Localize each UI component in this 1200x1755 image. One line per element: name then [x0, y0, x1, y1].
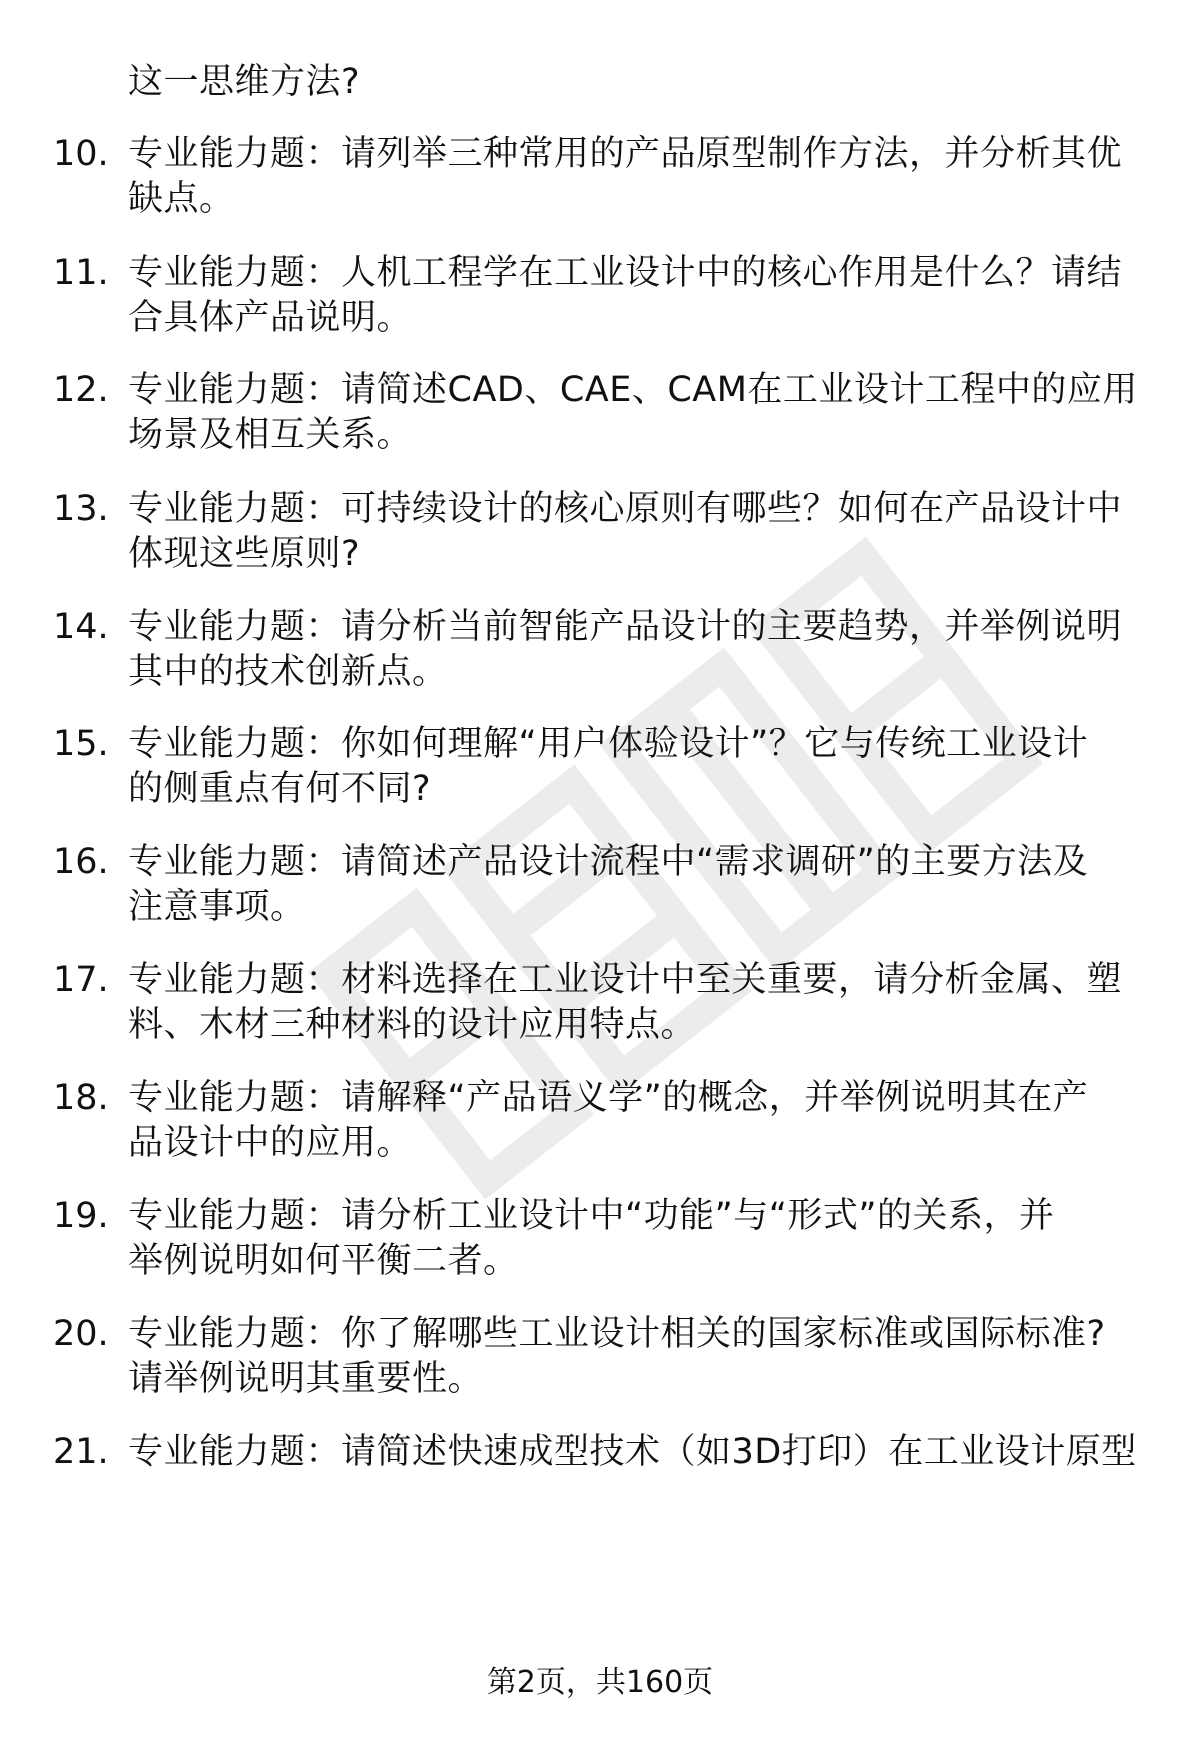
- item-number: 21.: [53, 1432, 109, 1472]
- page-footer: 第2页，共160页: [486, 1665, 714, 1700]
- item-text-line: 专业能力题：你如何理解“用户体验设计”？它与传统工业设计: [128, 724, 1089, 764]
- item-number: 11.: [53, 253, 109, 293]
- item-text-line: 专业能力题：请列举三种常用的产品原型制作方法，并分析其优: [128, 134, 1123, 174]
- item-text-line: 专业能力题：请分析工业设计中“功能”与“形式”的关系，并: [128, 1196, 1055, 1236]
- item-number: 15.: [53, 724, 109, 764]
- item-text-line: 的侧重点有何不同?: [128, 769, 432, 809]
- continuation-text: 这一思维方法?: [128, 62, 361, 102]
- item-text-line: 专业能力题：可持续设计的核心原则有哪些？如何在产品设计中: [128, 489, 1123, 529]
- item-text-line: 专业能力题：请简述CAD、CAE、CAM在工业设计工程中的应用: [128, 370, 1138, 410]
- item-number: 12.: [53, 370, 109, 410]
- item-number: 10.: [53, 134, 109, 174]
- item-text-line: 专业能力题：请分析当前智能产品设计的主要趋势，并举例说明: [128, 607, 1123, 647]
- item-number: 17.: [53, 960, 109, 1000]
- item-number: 16.: [53, 842, 109, 882]
- item-text-line: 注意事项。: [128, 887, 306, 927]
- item-text-line: 其中的技术创新点。: [128, 652, 448, 692]
- item-text-line: 举例说明如何平衡二者。: [128, 1241, 519, 1281]
- item-text-line: 专业能力题：你了解哪些工业设计相关的国家标准或国际标准?: [128, 1314, 1106, 1354]
- item-number: 20.: [53, 1314, 109, 1354]
- item-text-line: 料、木材三种材料的设计应用特点。: [128, 1005, 697, 1045]
- item-number: 14.: [53, 607, 109, 647]
- item-text-line: 品设计中的应用。: [128, 1123, 413, 1163]
- item-text-line: 体现这些原则?: [128, 534, 361, 574]
- item-number: 19.: [53, 1196, 109, 1236]
- item-text-line: 专业能力题：人机工程学在工业设计中的核心作用是什么？请结: [128, 253, 1123, 293]
- item-text-line: 合具体产品说明。: [128, 298, 413, 338]
- item-text-line: 专业能力题：材料选择在工业设计中至关重要，请分析金属、塑: [128, 960, 1123, 1000]
- item-number: 18.: [53, 1078, 109, 1118]
- item-text-line: 专业能力题：请简述产品设计流程中“需求调研”的主要方法及: [128, 842, 1089, 882]
- item-text-line: 场景及相互关系。: [128, 415, 413, 455]
- item-text-line: 请举例说明其重要性。: [128, 1359, 484, 1399]
- item-text-line: 缺点。: [128, 179, 235, 219]
- item-number: 13.: [53, 489, 109, 529]
- item-text-line: 专业能力题：请简述快速成型技术（如3D打印）在工业设计原型: [128, 1432, 1137, 1472]
- item-text-line: 专业能力题：请解释“产品语义学”的概念，并举例说明其在产: [128, 1078, 1089, 1118]
